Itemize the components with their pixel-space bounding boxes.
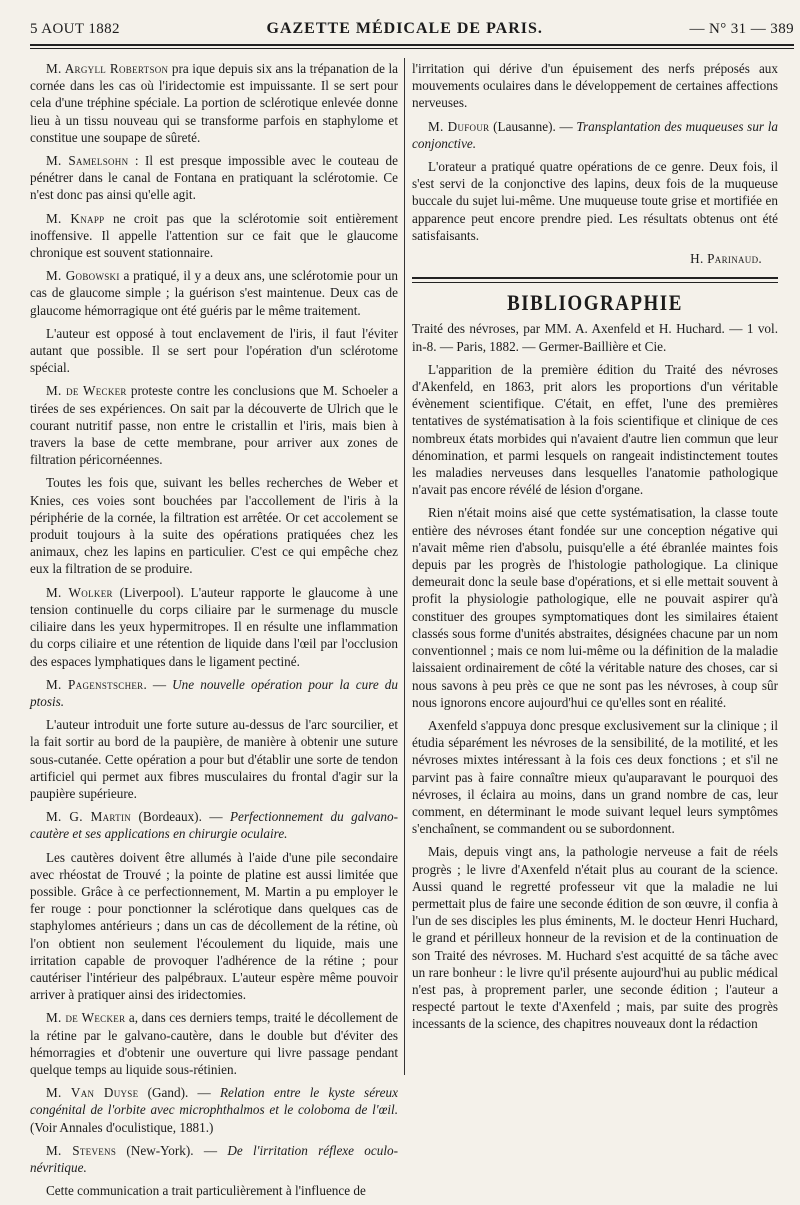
left-paragraph: M. Samelsohn : Il est presque impossible avec le couteau de pénétrer dans le canal de Fontana en pratiquant la sclérotomie. Ce n'est donc pas ainsi qu'elle agit. <box>30 153 398 203</box>
review-paragraph: Axenfeld s'appuya donc presque exclusivement sur la clinique ; il étudia séparément les névroses de la sensibilité, de la motilité, et les névroses mixtes intéressant à la fois ces deux fonctions ; et s'il ne parvint pas à faire connaître mieux qu'auparavant le pourquoi des névroses, il éclaira au moins, dans un grand nombre de cas, leur comment, en déterminant le mode suivant lequel leurs symptômes s'enchaînent, se commandent ou se subordonnent. <box>412 717 778 837</box>
header-page-number: 389 <box>770 21 794 37</box>
article-title: De l'irritation réflexe oculo-névritique. <box>30 1142 398 1175</box>
article-title: Une nouvelle opération pour la cure du ptosis. <box>30 676 398 709</box>
bibliography-heading: BIBLIOGRAPHIE <box>507 291 683 316</box>
left-paragraph: L'auteur est opposé à tout enclavement de l'iris, il faut l'éviter autant que possible. Il se sert pour l'opération d'un sclérotome spécial. <box>30 325 398 376</box>
author-name: M. Argyll Robertson <box>46 61 169 76</box>
left-paragraph: M. Argyll Robertson pra ique depuis six ans la trépanation de la cornée dans les cas où l'iridectomie est impuissante. Il se sert pour cela d'une tréphine spéciale. La portion de sclérotique enlevée donne lieu à un tissu nouveau qui se transforme parfois en staphylome et constitue une soupape de sûreté. <box>30 61 399 145</box>
left-paragraph: M. Stevens (New-York). — De l'irritation réflexe oculo-névritique. <box>30 1142 398 1175</box>
left-paragraph: M. de Wecker a, dans ces derniers temps, traité le décollement de la rétine par le galvano-cautère, dans le double but d'éviter des hémorragies et d'obtenir une ouverture qui livre passage pendant quelque temps au liquide sous-rétinien. <box>30 1010 398 1077</box>
header-issue: — N° 31 — <box>689 21 767 37</box>
author-name: M. Van Duyse <box>46 1085 139 1101</box>
author-name: M. Samelsohn <box>46 153 129 169</box>
article-title: Relation entre le kyste séreux congénital de l'orbite avec microphthalmos et le coloboma de l'œil. <box>30 1085 398 1118</box>
author-name: M. de Wecker <box>46 1010 126 1026</box>
header-rule-thick <box>30 44 794 46</box>
right-paragraph: L'orateur a pratiqué quatre opérations de ce genre. Deux fois, il s'est servi de la conjonctive des lapins, deux fois de la muqueuse buccale du sujet lui-même. Une muqueuse toute grise et mortifiée en apparence peut encore prendre pied. Les résultats obtenus ont été satisfaisants. <box>412 159 778 243</box>
header-rule-thin <box>30 48 794 49</box>
author-name: M. Wolker <box>46 584 113 600</box>
left-paragraph: L'auteur introduit une forte suture au-dessus de l'arc sourcilier, et la fait sortir au bord de la paupière, de manière à obtenir une suture sous-cutanée. Cette opération a pour but d'établir une sorte de tendon artificiel qui permet aux fibres musculaires du frontal d'agir sur la paupière supérieure. <box>30 717 398 801</box>
column-divider <box>404 58 405 1075</box>
review-paragraph: L'apparition de la première édition du Traité des névroses d'Akenfeld, en 1863, prit alors les proportions d'un véritable évènement scientifique. C'était, en effet, l'une des premières tentatives de systématisation à la fois scientifique et clinique de ces nombreux états morbides qui n'avaient d'autre lien commun que leur dénomination, et parmi lesquels on rangeait indistinctement toutes les maladies nerveuses dans lesquelles l'anatomie pathologique n'avait pas encore révélé de lésion d'organe. <box>412 361 778 498</box>
left-paragraph: Les cautères doivent être allumés à l'aide d'une pile secondaire avec rhéostat de Trouvé ; la pointe de platine est aussi limitée que possible. Grâce à ce perfectionnement, M. Martin a pu employer le fer rouge : pour ponctionner la sclérotique dans quelques cas de staphylomes antérieurs ; dans un cas de décollement de la rétine, où l'on obtient non seulement l'écoulement du liquide, mais une irritation capable de provoquer l'adhérence de la rétine ; pour cautériser l'intérieur des palpébraux. L'auteur espère même pouvoir arriver à pratiquer ainsi des iridectomies. <box>30 849 398 1003</box>
author-name: M. Stevens <box>46 1142 117 1158</box>
left-paragraph: Cette communication a trait particulièrement à l'influence de <box>46 1183 366 1199</box>
left-paragraph: M. Van Duyse (Gand). — Relation entre le kyste séreux congénital de l'orbite avec microphthalmos et le coloboma de l'œil. (Voir Annales d'oculistique, 1881.) <box>30 1085 398 1135</box>
left-column <box>30 60 398 1205</box>
right-column-top <box>412 60 778 244</box>
signature: H. Parinaud. <box>690 251 762 267</box>
left-paragraph: M. Gobowski a pratiqué, il y a deux ans, une sclérotomie pour un cas de glaucome simple ; la guérison s'est maintenue. Deux cas de glaucome hémorragique ont été guéris par le même traitement. <box>30 268 398 318</box>
left-paragraph: M. Pagenstscher. — Une nouvelle opération pour la cure du ptosis. <box>30 676 398 709</box>
left-paragraph: M. G. Martin (Bordeaux). — Perfectionnement du galvano-cautère et ses applications en chirurgie oculaire. <box>30 809 399 842</box>
right-column <box>412 60 778 1039</box>
author-name: M. Knapp <box>46 210 105 226</box>
header-issue-page <box>689 21 794 38</box>
review-paragraph: Rien n'était moins aisé que cette systématisation, la classe toute entière des névroses étant fondée sur une conception négative qui n'avait même rien d'absolu, puisqu'elle a été ébranlée maintes fois depuis par les progrès de l'histologie pathologique. La clinique demeurait donc la seule base d'opérations, et si elle mettait souvent à profit la physiologie pathologique, elle ne pouvait aspirer qu'à constituer des groupes symptomatiques dont les similaires étaient classés sous forme d'unités abstraites, désignées chacune par un nom conventionnel ; mais ce nom lui-même ou la définition de la maladie laissaient ordinairement de côté la véritable nature des choses, car si nous savons à peu près ce que ne sont pas les névroses, à coup sûr nous ignorons encore aujourd'hui ce qu'elles sont en réalité. <box>412 505 778 710</box>
page-header <box>30 20 794 40</box>
left-paragraph: M. Knapp ne croit pas que la sclérotomie soit entièrement inoffensive. Il appelle l'attention sur ce fait que le glaucome chronique est souvent stationnaire. <box>30 210 398 261</box>
bibliography-reference: Traité des névroses, par MM. A. Axenfeld et H. Huchard. — 1 vol. in-8. — Paris, 1882. — Germer-Baillière et Cie. <box>412 321 778 354</box>
review-paragraph: Mais, depuis vingt ans, la pathologie nerveuse a fait de réels progrès ; le livre d'Axenfeld n'était plus au courant de la science. Aussi quand le regretté professeur vit que la maladie ne lui permettait plus de faire une seconde édition de son œuvre, il confia à l'un de ses disciples les plus éminents, M. le docteur Henri Huchard, le grand et périlleux honneur de la revision et de la continuation de son Traité des névroses. M. Huchard s'est acquitté de sa tâche avec un rare bonheur : le livre qu'il présente aujourd'hui au public médical n'est pas, à proprement parler, une seconde édition ; l'auteur a respecté partout le texte d'Axenfeld ; mais, par suite des progrès incessants de la science, des chapitres nouveaux dont la rédaction <box>412 844 778 1032</box>
section-rule-thick <box>412 277 778 279</box>
left-paragraph: M. Wolker (Liverpool). L'auteur rapporte le glaucome à une tension continuelle du corps ciliaire par le surmenage du muscle ciliaire dans les yeux hypermitropes. Il en résulte une inflammation du corps ciliaire et une rétention de liquide dans l'œil par l'occlusion des espaces lymphatiques dans le ligament pectiné. <box>30 584 398 669</box>
author-name: M. Gobowski <box>46 268 120 284</box>
author-name: M. G. Martin <box>46 809 132 825</box>
author-name: M. Pagenstscher <box>46 676 144 692</box>
bibliography-body <box>412 361 778 1033</box>
article-title: Perfectionnement du galvano-cautère et ses applications en chirurgie oculaire. <box>30 809 399 842</box>
header-title: GAZETTE MÉDICALE DE PARIS. <box>266 20 543 37</box>
author-name: M. Dufour <box>428 118 490 134</box>
section-rule-thin <box>412 282 778 283</box>
header-date: 5 AOUT 1882 <box>30 21 120 37</box>
left-paragraph: M. de Wecker proteste contre les conclusions que M. Schoeler a tirées de ses expériences. On sait par la découverte de Ulrich que le courant nutritif passe, non entre le cristallin et l'iris, mais bien à travers la base de cette membrane, pour arriver aux zones de filtration péricornéennes. <box>30 383 398 468</box>
article-title: Transplantation des muqueuses sur la conjonctive. <box>412 118 778 151</box>
left-paragraph: Toutes les fois que, suivant les belles recherches de Weber et Knies, ces voies sont bouchées par l'accollement de l'iris à la périphérie de la cornée, la filtration est arrêtée. Or cet accolement se produit toujours à la suite des opérations pratiquées chez les animaux, chez les lapins en particulier. C'est ce qui empêche chez eux la filtration de se produire. <box>30 475 398 577</box>
right-paragraph: M. Dufour (Lausanne). — Transplantation des muqueuses sur la conjonctive. <box>412 118 778 151</box>
author-name: M. de Wecker <box>46 383 127 399</box>
right-paragraph: l'irritation qui dérive d'un épuisement des nerfs préposés aux mouvements oculaires dans le développement de certaines affections nerveuses. <box>412 61 778 111</box>
